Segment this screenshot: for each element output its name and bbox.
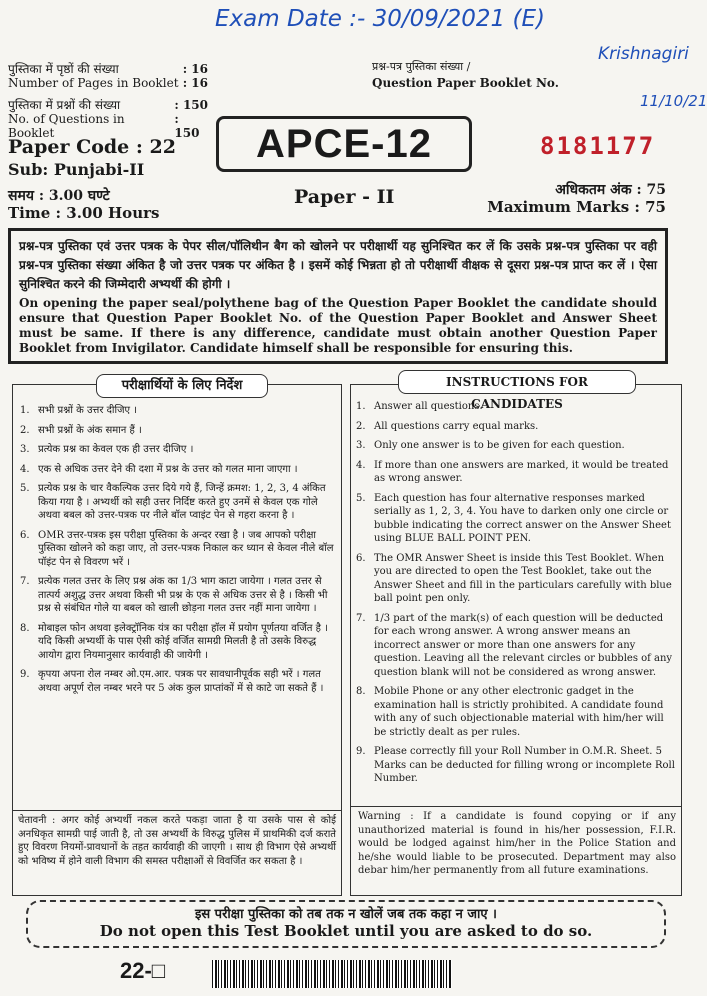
english-instructions-list <box>356 400 676 792</box>
time-hi: समय : 3.00 घण्टे <box>8 188 110 204</box>
questions-label-hi: पुस्तिका में प्रश्नों की संख्या <box>8 98 121 112</box>
booklet-info <box>8 62 208 140</box>
questions-value: : 150 <box>174 98 208 112</box>
subject: Sub: Punjabi-II <box>8 160 145 179</box>
signature-date: 11/10/21 <box>640 92 707 110</box>
pages-value-en: : 16 <box>182 76 208 90</box>
hindi-warning: चेतावनी : अगर कोई अभ्यर्थी नकल करते पकड़ा जाता है या उसके पास से कोई अनधिकृत सामग्री पाई जाती है, तो उस अभ्यर्थी के विरुद्ध पुलिस में प्राथमिकी दर्ज कराते हुए विवरण नियमों-प्रावधानों के तहत कार्यवाही की जाएगी । साथ ही विभाग ऐसे अभ्यर्थी को भविष्य में होने वाली विभाग की समस्त परीक्षाओं से विवर्जित कर सकता है । <box>18 815 336 867</box>
hindi-item: 6. OMR उत्तर-पत्रक इस परीक्षा पुस्तिका के अन्दर रखा है । जब आपको परीक्षा पुस्तिका खोलने को कहा जाए, तो उत्तर-पत्रक निकाल कर ध्यान से केवल नीले बॉल पॉइंट पेन से विवरण भरें । <box>20 529 334 568</box>
signature-handwriting: Krishnagiri <box>598 44 689 64</box>
questions-value-en: : 150 <box>174 112 200 140</box>
paper-code-box: APCE-12 <box>216 116 472 172</box>
english-item: 3. Only one answer is to be given for each question. <box>356 440 625 451</box>
hindi-item: 2. सभी प्रश्नों के अंक समान हैं । <box>20 424 142 436</box>
booklet-serial-number: 8181177 <box>540 132 656 160</box>
exam-date-handwriting: Exam Date :- 30/09/2021 (E) <box>215 6 545 32</box>
hindi-item: 3. प्रत्येक प्रश्न का केवल एक ही उत्तर दीजिए । <box>20 444 194 455</box>
pages-label-en: Number of Pages in Booklet <box>8 76 179 90</box>
booklet-no-label-hi: प्रश्न-पत्र पुस्तिका संख्या / <box>372 60 471 73</box>
max-marks-en: Maximum Marks : 75 <box>487 198 666 216</box>
questions-label-en: No. of Questions in Booklet <box>8 112 125 140</box>
english-item: 6. The OMR Answer Sheet is inside this Test Booklet. When you are directed to open the Test Booklet, take out the Answer Sheet and fill in the particulars carefully with blue ball point pen only. <box>356 552 672 604</box>
page-code: 22-□ <box>120 958 166 983</box>
footer-text-en: Do not open this Test Booklet until you are asked to do so. <box>99 922 593 940</box>
hindi-item: 5. प्रत्येक प्रश्न के चार वैकल्पिक उत्तर दिये गये हैं, जिन्हें क्रमश: 1, 2, 3, 4 अंकित किया गया है । अभ्यर्थी को सही उत्तर निर्दिष्ट करते हुए उनमें से केवल एक गोले अथवा बबल को उत्तर-पत्रक पर नीले बॉल प्वाइंट पेन से गहरा करना है । <box>20 483 326 521</box>
english-item: 9. Please correctly fill your Roll Number in O.M.R. Sheet. 5 Marks can be deducted for filling wrong or incomplete Roll Number. <box>356 746 675 784</box>
time-en: Time : 3.00 Hours <box>8 204 160 222</box>
booklet-check-notice <box>8 228 668 364</box>
notice-text-en: On opening the paper seal/polythene bag of the Question Paper Booklet the candidate should ensure that Question Paper Booklet No. of the Question Paper Booklet and Answer Sheet must be same. If there is any difference, candidate must obtain another Question Paper Booklet from Invigilator. Candidate himself shall be responsible for ensuring this. <box>19 296 657 355</box>
paper-code: Paper Code : 22 <box>8 136 176 158</box>
english-item: 7. 1/3 part of the mark(s) of each question will be deducted for each wrong answer. A wrong answer means an incorrect answer or more than one answers for any question. Leaving all the relevant circles or bubbles of any question blank will not be considered as wrong answer. <box>356 612 673 678</box>
english-item: 8. Mobile Phone or any other electronic gadget in the examination hall is strictly prohibited. A candidate found with any of such objectionable material with him/her will be strictly dealt as per rules. <box>356 686 664 738</box>
pages-label-hi: पुस्तिका में पृष्ठों की संख्या <box>8 62 119 76</box>
english-warning: Warning : If a candidate is found copying or if any unauthorized material is found in his/her possession, F.I.R. would be lodged against him/her in the Police Station and he/she would liable to be prosecuted. Department may also debar him/her permanently from all future examinations. <box>358 811 676 876</box>
hindi-item: 7. प्रत्येक गलत उत्तर के लिए प्रश्न अंक का 1/3 भाग काटा जायेगा । गलत उत्तर से तात्पर्य अशुद्ध उत्तर अथवा किसी भी प्रश्न के एक से अधिक उत्तर से है । किसी भी प्रश्न से संबंधित गोले या बबल को खाली छोड़ना गलत उत्तर नहीं माना जायेगा । <box>20 576 328 614</box>
footer-text-hi: इस परीक्षा पुस्तिका को तब तक न खोलें जब तक कहा न जाए । <box>194 907 497 922</box>
english-item: 4. If more than one answers are marked, it would be treated as wrong answer. <box>356 459 669 484</box>
paper-title: Paper - II <box>294 186 395 208</box>
hindi-item: 9. कृपया अपना रोल नम्बर ओ.एम.आर. पत्रक पर सावधानीपूर्वक सही भरें । गलत अथवा अपूर्ण रोल नम्बर भरने पर 5 अंक कुल प्राप्तांकों में से काटे जा सकते हैं । <box>20 669 324 694</box>
english-instructions-title: INSTRUCTIONS FOR CANDIDATES <box>398 370 636 394</box>
barcode <box>212 960 452 988</box>
english-item: 5. Each question has four alternative responses marked serially as 1, 2, 3, 4. You have to darken only one circle or bubble indicating the correct answer on the Answer Sheet using BLUE BALL POINT PEN. <box>356 492 671 544</box>
max-marks-hi: अधिकतम अंक : 75 <box>555 182 666 198</box>
hindi-item: 8. मोबाइल फोन अथवा इलेक्ट्रॉनिक यंत्र का परीक्षा हॉल में प्रयोग पूर्णतया वर्जित है । यदि किसी अभ्यर्थी के पास ऐसी कोई वर्जित सामग्री मिलती है तो उसके विरुद्ध आयोग द्वारा नियमानुसार कार्यवाही की जायेगी । <box>20 622 328 661</box>
english-item: 2. All questions carry equal marks. <box>356 420 539 432</box>
english-item: 1. Answer all questions. <box>356 401 483 412</box>
hindi-item: 4. एक से अधिक उत्तर देने की दशा में प्रश्न के उत्तर को गलत माना जाएगा । <box>20 463 298 475</box>
pages-value: : 16 <box>182 62 208 76</box>
notice-text-hi: प्रश्न-पत्र पुस्तिका एवं उत्तर पत्रक के पेपर सील/पॉलिथीन बैग को खोलने पर परीक्षार्थी यह सुनिश्चित कर लें कि उसके प्रश्न-पत्र पुस्तिका पर वही प्रश्न-पत्र पुस्तिका संख्या अंकित है जो उत्तर पत्रक पर अंकित है । इसमें कोई भिन्नता हो तो परीक्षार्थी वीक्षक से दूसरा प्रश्न-पत्र प्राप्त कर लें । ऐसा सुनिश्चित करने की जिम्मेदारी अभ्यर्थी की होगी । <box>19 239 657 291</box>
booklet-no-label-en: Question Paper Booklet No. <box>372 76 559 90</box>
hindi-instructions-list <box>20 404 338 701</box>
hindi-instructions-title: परीक्षार्थियों के लिए निर्देश <box>96 374 268 398</box>
hindi-item: 1. सभी प्रश्नों के उत्तर दीजिए । <box>20 405 138 416</box>
